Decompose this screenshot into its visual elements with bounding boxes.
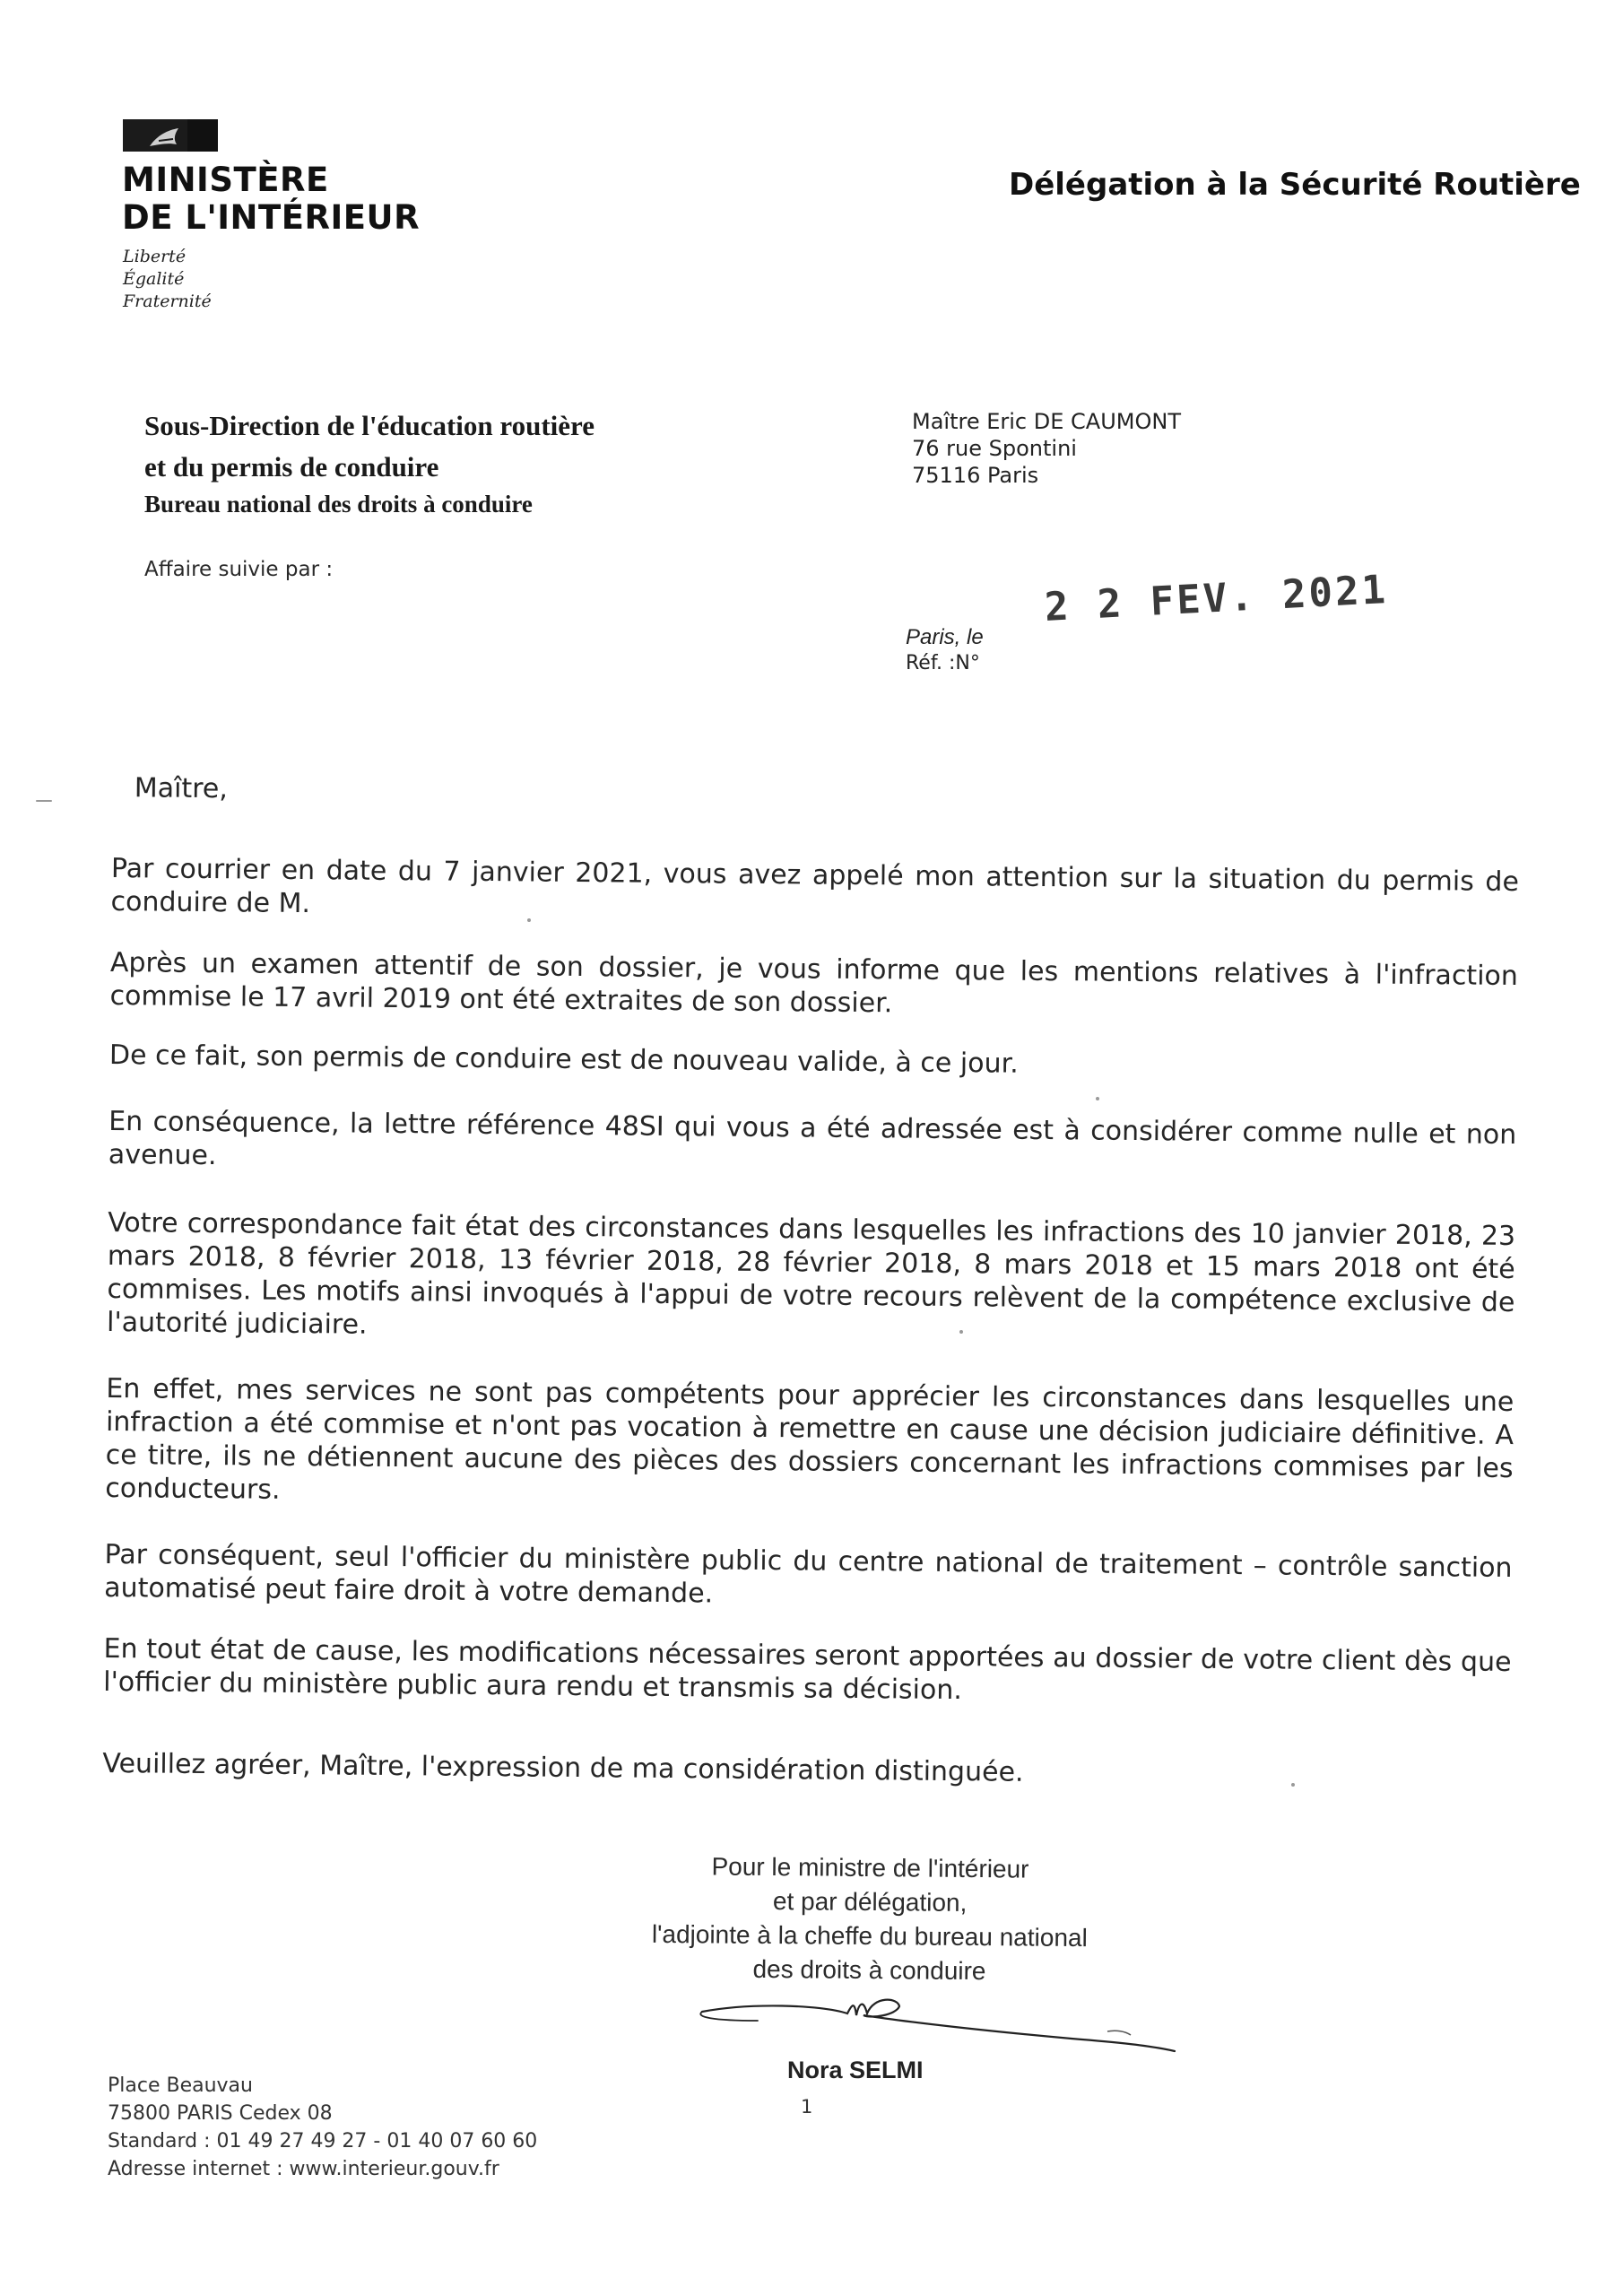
place-date-label: Paris, le [906, 625, 984, 649]
republic-motto [123, 246, 212, 313]
letter-body [102, 771, 1520, 1788]
subdirection-line-2: et du permis de conduire [144, 451, 439, 483]
footer-line-2: 75800 PARIS Cedex 08 [108, 2102, 333, 2125]
paragraph-2: Après un examen attentif de son dossier, je vous informe que les mentions relatives à l'infraction commise le 17 avril 2019 ont été extraites de son dossier. [109, 946, 1519, 1020]
paragraph-1: Par courrier en date du 7 janvier 2021, vous avez appelé mon attention sur la situation du permis de conduire de M. [110, 852, 1520, 920]
ministry-name [122, 161, 420, 237]
paragraph-8: En tout état de cause, les modifications nécessaires seront apportées au dossier de votre client dès que l'officier du ministère public aura rendu et transmis sa décision. [103, 1632, 1512, 1707]
handled-by-label: Affaire suivie par : [144, 558, 334, 581]
paragraph-5: Votre correspondance fait état des circonstances dans lesquelles les infractions des 10 janvier 2018, 23 mars 2018, 8 février 2018, 13 février 2018, 28 février 2018, 8 mars 2018 et 15 mars 2018 ont été commises. Les motifs ainsi invoqués à l'appui de votre recours relèvent de la compétence exclusive de l'autorité judiciaire. [106, 1206, 1516, 1341]
signature-block [582, 1848, 1157, 1990]
scan-speck [527, 918, 531, 922]
date-stamp: 2 2 FEV. 2021 [1043, 566, 1390, 631]
recipient-street: 76 rue Spontini [912, 436, 1077, 461]
signer-name: Nora SELMI [787, 2057, 924, 2083]
motto-fraternite: Fraternité [123, 291, 212, 311]
motto-liberte: Liberté [123, 247, 187, 266]
paragraph-6: En effet, mes services ne sont pas compétents pour apprécier les circonstances dans lesquelles une infraction a été commise et n'ont pas vocation à remettre en cause une décision judiciaire définitive. A ce titre, ils ne détiennent aucune des pièces des dossiers concernant les infractions commises par les conducteurs. [105, 1372, 1515, 1506]
signature-line-1: Pour le ministre de l'intérieur [711, 1852, 1029, 1883]
signature-line-3: l'adjointe à la cheffe du bureau national [651, 1919, 1088, 1952]
paragraph-3: De ce fait, son permis de conduire est de nouveau valide, à ce jour. [108, 1039, 1019, 1080]
delegation-title: Délégation à la Sécurité Routière [1009, 167, 1581, 203]
signature-line-4: des droits à conduire [752, 1954, 986, 1986]
subdirection-line-1: Sous-Direction de l'éducation routière [144, 410, 595, 441]
recipient-name: Maître Eric DE CAUMONT [912, 409, 1181, 434]
footer-line-1: Place Beauvau [108, 2074, 253, 2097]
footer-address [108, 2072, 537, 2183]
scan-speck [959, 1330, 963, 1334]
paragraph-4: En conséquence, la lettre référence 48SI qui vous a été adressée est à considérer comme nulle et non avenue. [108, 1105, 1517, 1172]
salutation: Maître, [134, 772, 229, 805]
bureau-name: Bureau national des droits à conduire [144, 491, 533, 517]
footer-line-4: Adresse internet : www.interieur.gouv.fr [108, 2158, 499, 2180]
scan-speck [1096, 1097, 1099, 1100]
ministry-line-1: MINISTÈRE [122, 161, 329, 199]
marianne-logo-icon [123, 119, 218, 152]
motto-egalite: Égalité [123, 269, 185, 289]
recipient-city: 75116 Paris [912, 463, 1039, 488]
recipient-address [912, 408, 1181, 489]
ministry-line-2: DE L'INTÉRIEUR [122, 198, 421, 237]
footer-line-3: Standard : 01 49 27 49 27 - 01 40 07 60 60 [108, 2130, 538, 2152]
handwritten-signature [695, 1996, 1179, 2099]
reference-label: Réf. :N° [906, 652, 980, 674]
scan-mark [36, 800, 52, 802]
paragraph-7: Par conséquent, seul l'officier du ministère public du centre national de traitement – contrôle sanction automatisé peut faire droit à votre demande. [104, 1538, 1513, 1610]
paragraph-9: Veuillez agréer, Maître, l'expression de ma considération distinguée. [102, 1747, 1024, 1788]
page-number: 1 [801, 2096, 813, 2118]
subdirection-heading [144, 405, 595, 488]
scan-speck [1291, 1783, 1295, 1787]
signature-line-2: et par délégation, [772, 1887, 968, 1917]
